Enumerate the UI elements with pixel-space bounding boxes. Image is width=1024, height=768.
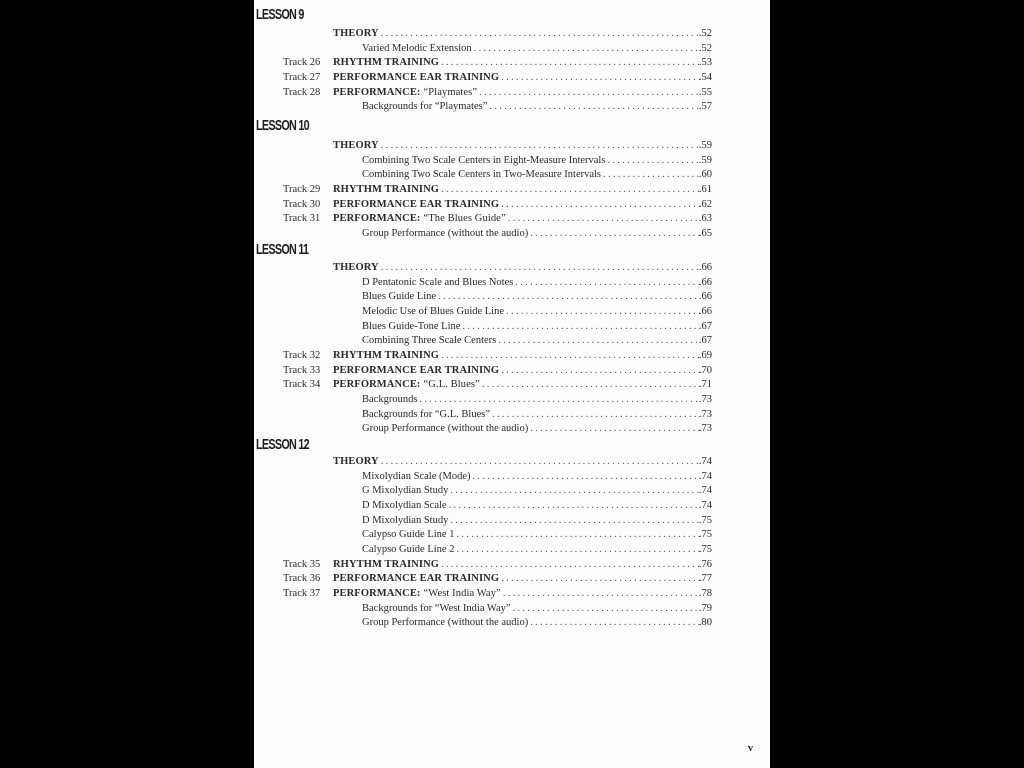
dot-leader [381, 261, 700, 275]
entry-title [362, 616, 700, 630]
section-label: RHYTHM TRAINING [333, 349, 440, 361]
page-ref: .75 [698, 543, 712, 555]
toc-entry [254, 364, 770, 378]
section-label: PERFORMANCE EAR TRAINING [333, 364, 500, 376]
dot-leader [530, 422, 700, 436]
entry-detail: Melodic Use of Blues Guide Line [362, 305, 505, 317]
entry-title [362, 100, 700, 114]
entry-title [333, 587, 700, 601]
lesson-heading: LESSON 11 [256, 241, 309, 258]
entry-title [333, 364, 700, 378]
dot-leader [441, 56, 700, 70]
dot-leader [456, 528, 700, 542]
toc-entry [254, 393, 770, 407]
page-ref: .74 [698, 470, 712, 482]
track-number: Track 37 [283, 587, 321, 599]
page-ref: .74 [698, 456, 712, 467]
track-number: Track 27 [283, 71, 321, 83]
page-ref: .67 [698, 320, 712, 332]
page-ref: .55 [698, 86, 712, 98]
dot-leader [498, 334, 700, 348]
page-ref: .74 [698, 499, 712, 511]
dot-leader [381, 139, 700, 153]
entry-detail: Combining Three Scale Centers [362, 335, 497, 347]
entry-title [362, 276, 700, 290]
toc-entry [254, 139, 770, 153]
toc-entry [254, 276, 770, 290]
entry-title [333, 139, 700, 153]
entry-detail: Calypso Guide Line 1 [362, 529, 455, 541]
entry-title [362, 484, 700, 498]
page-ref: .66 [698, 305, 712, 317]
toc-entry [254, 168, 770, 182]
page-number: v [748, 743, 753, 754]
page-ref: .60 [698, 169, 712, 181]
dot-leader [513, 602, 700, 616]
dot-leader [482, 378, 700, 392]
dot-leader [501, 572, 700, 586]
page-ref: .79 [698, 602, 712, 614]
entry-detail: D Mixolydian Scale [362, 499, 447, 511]
entry-title [333, 183, 700, 197]
track-number: Track 29 [283, 183, 321, 195]
page-ref: .57 [698, 101, 712, 113]
track-number: Track 28 [283, 86, 321, 98]
dot-leader [501, 364, 700, 378]
dot-leader [441, 558, 700, 572]
page-ref: .77 [698, 573, 712, 585]
page-ref: .74 [698, 485, 712, 497]
page-ref: .75 [698, 514, 712, 526]
dot-leader [489, 100, 700, 114]
track-number: Track 34 [283, 379, 321, 391]
entry-detail: Group Performance (without the audio) [362, 617, 529, 629]
page-ref: .63 [698, 213, 712, 225]
entry-detail: Group Performance (without the audio) [362, 227, 529, 239]
toc-entry [254, 86, 770, 100]
track-number: Track 33 [283, 364, 321, 376]
toc-entry [254, 470, 770, 484]
dot-leader [441, 349, 700, 363]
entry-title [333, 212, 700, 226]
section-label: RHYTHM TRAINING [333, 183, 440, 195]
lesson-heading: LESSON 12 [256, 436, 309, 453]
section-label: RHYTHM TRAINING [333, 57, 440, 69]
entry-title [333, 27, 700, 41]
dot-leader [381, 27, 700, 41]
entry-detail: Group Performance (without the audio) [362, 423, 529, 435]
entry-title [333, 198, 700, 212]
toc-entry [254, 27, 770, 41]
track-number: Track 32 [283, 349, 321, 361]
dot-leader [508, 212, 700, 226]
page-ref: .66 [698, 262, 712, 273]
dot-leader [441, 183, 700, 197]
toc-entry [254, 56, 770, 70]
toc-entry [254, 227, 770, 241]
page-ref: .73 [698, 408, 712, 420]
track-number: Track 30 [283, 198, 321, 210]
dot-leader [501, 198, 700, 212]
page-ref: .70 [698, 364, 712, 376]
entry-title [362, 42, 700, 56]
section-label: PERFORMANCE EAR TRAINING [333, 198, 500, 210]
dot-leader [450, 484, 700, 498]
entry-detail: Calypso Guide Line 2 [362, 543, 455, 555]
toc-entry [254, 422, 770, 436]
page-ref: .61 [698, 183, 712, 195]
entry-detail: “Playmates” [423, 86, 478, 98]
page-ref: .67 [698, 335, 712, 347]
track-number: Track 26 [283, 57, 321, 69]
section-label: PERFORMANCE: [333, 587, 421, 599]
entry-title [362, 305, 700, 319]
entry-title [333, 378, 700, 392]
section-label: THEORY [333, 456, 379, 467]
dot-leader [449, 499, 700, 513]
entry-detail: Backgrounds for “Playmates” [362, 101, 488, 113]
dot-leader [515, 276, 700, 290]
lesson-heading: LESSON 10 [256, 117, 309, 134]
page-ref: .80 [698, 617, 712, 629]
entry-detail: Combining Two Scale Centers in Eight-Measure Intervals [362, 154, 606, 166]
entry-detail: Blues Guide-Tone Line [362, 320, 461, 332]
section-label: PERFORMANCE: [333, 379, 421, 391]
toc-entry [254, 378, 770, 392]
entry-detail: D Mixolydian Study [362, 514, 449, 526]
entry-title [362, 499, 700, 513]
entry-detail: Backgrounds for “G.L. Blues” [362, 408, 491, 420]
page-ref: .73 [698, 393, 712, 405]
section-label: THEORY [333, 28, 379, 39]
entry-title [333, 572, 700, 586]
toc-entry [254, 100, 770, 114]
toc-entry [254, 543, 770, 557]
entry-title [362, 393, 700, 407]
toc-entry [254, 183, 770, 197]
page-ref: .52 [698, 42, 712, 54]
page-ref: .73 [698, 423, 712, 435]
entry-title [362, 168, 700, 182]
toc-entry [254, 154, 770, 168]
toc-entry [254, 558, 770, 572]
dot-leader [472, 470, 700, 484]
dot-leader [462, 320, 700, 334]
toc-entry [254, 334, 770, 348]
entry-detail: D Pentatonic Scale and Blues Notes [362, 276, 514, 288]
page-ref: .66 [698, 276, 712, 288]
section-label: RHYTHM TRAINING [333, 558, 440, 570]
dot-leader [450, 514, 700, 528]
entry-title [362, 408, 700, 422]
document-page [254, 0, 770, 768]
toc-entry [254, 42, 770, 56]
section-label: THEORY [333, 140, 379, 151]
toc-entry [254, 349, 770, 363]
page-ref: .78 [698, 587, 712, 599]
page-ref: .69 [698, 349, 712, 361]
entry-title [362, 602, 700, 616]
entry-title [333, 86, 700, 100]
toc-entry [254, 408, 770, 422]
dot-leader [438, 290, 700, 304]
dot-leader [506, 305, 700, 319]
page-ref: .71 [698, 379, 712, 391]
toc-entry [254, 261, 770, 275]
toc-entry [254, 305, 770, 319]
entry-detail: Combining Two Scale Centers in Two-Measure Intervals [362, 169, 602, 181]
page-ref: .75 [698, 529, 712, 541]
entry-detail: “The Blues Guide” [423, 213, 506, 225]
entry-title [362, 154, 700, 168]
entry-title [362, 528, 700, 542]
dot-leader [530, 227, 700, 241]
section-label: PERFORMANCE EAR TRAINING [333, 573, 500, 585]
entry-title [362, 543, 700, 557]
entry-title [362, 470, 700, 484]
toc-entry [254, 602, 770, 616]
page-ref: .66 [698, 291, 712, 303]
entry-title [362, 290, 700, 304]
toc-entry [254, 572, 770, 586]
entry-title [333, 71, 700, 85]
toc-entry [254, 484, 770, 498]
entry-title [362, 334, 700, 348]
dot-leader [381, 455, 700, 469]
dot-leader [603, 168, 700, 182]
track-number: Track 35 [283, 558, 321, 570]
entry-detail: Backgrounds for “West India Way” [362, 602, 511, 614]
page-ref: .59 [698, 154, 712, 166]
page-ref: .54 [698, 71, 712, 83]
entry-title [333, 558, 700, 572]
entry-detail: Blues Guide Line [362, 291, 437, 303]
toc-entry [254, 320, 770, 334]
dot-leader [474, 42, 700, 56]
entry-detail: “West India Way” [423, 587, 501, 599]
dot-leader [607, 154, 700, 168]
toc-entry [254, 212, 770, 226]
page-ref: .62 [698, 198, 712, 210]
section-label: PERFORMANCE EAR TRAINING [333, 71, 500, 83]
toc-entry [254, 198, 770, 212]
page-ref: .59 [698, 140, 712, 151]
section-label: PERFORMANCE: [333, 213, 421, 225]
toc-entry [254, 499, 770, 513]
dot-leader [501, 71, 700, 85]
page-ref: .52 [698, 28, 712, 39]
page-ref: .53 [698, 57, 712, 69]
section-label: THEORY [333, 262, 379, 273]
entry-title [333, 455, 700, 469]
entry-detail: Varied Melodic Extension [362, 42, 472, 54]
lesson-heading: LESSON 9 [256, 6, 304, 23]
toc-entry [254, 587, 770, 601]
section-label: PERFORMANCE: [333, 86, 421, 98]
entry-title [333, 261, 700, 275]
entry-detail: Mixolydian Scale (Mode) [362, 470, 471, 482]
entry-title [362, 320, 700, 334]
entry-detail: G Mixolydian Study [362, 485, 449, 497]
entry-title [333, 56, 700, 70]
page-ref: .76 [698, 558, 712, 570]
entry-detail: “G.L. Blues” [423, 379, 480, 391]
toc-entry [254, 290, 770, 304]
dot-leader [479, 86, 700, 100]
entry-title [362, 514, 700, 528]
entry-title [362, 422, 700, 436]
toc-entry [254, 528, 770, 542]
track-number: Track 31 [283, 213, 321, 225]
toc-entry [254, 514, 770, 528]
dot-leader [492, 408, 700, 422]
entry-detail: Backgrounds [362, 393, 418, 405]
track-number: Track 36 [283, 573, 321, 585]
toc-entry [254, 455, 770, 469]
toc-entry [254, 616, 770, 630]
dot-leader [419, 393, 700, 407]
dot-leader [456, 543, 700, 557]
page-ref: .65 [698, 227, 712, 239]
entry-title [362, 227, 700, 241]
toc-entry [254, 71, 770, 85]
dot-leader [530, 616, 700, 630]
entry-title [333, 349, 700, 363]
dot-leader [503, 587, 700, 601]
